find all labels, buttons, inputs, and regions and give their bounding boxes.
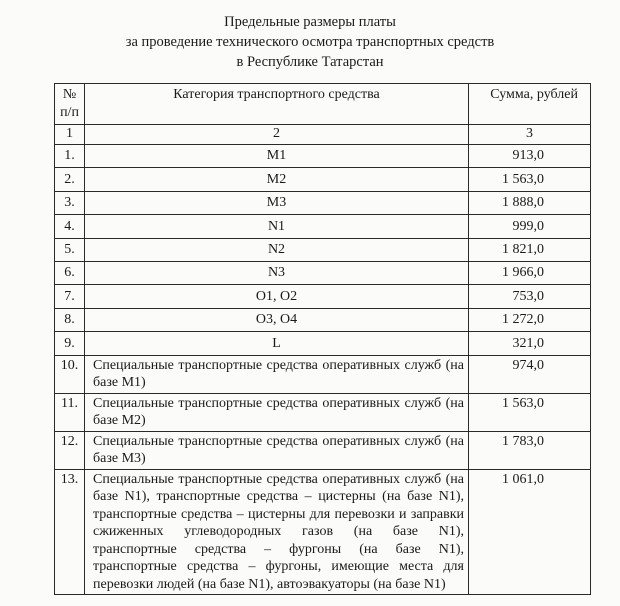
row-num: 7. — [55, 285, 85, 308]
header-num: № п/п — [55, 84, 85, 125]
row-num: 4. — [55, 215, 85, 238]
row-sum: 1 563,0 — [469, 168, 591, 191]
header-sum: Сумма, рублей — [469, 84, 591, 125]
title-line-2: за проведение технического осмотра транспортных средств — [125, 34, 495, 50]
row-sum: 1 061,0 — [469, 469, 591, 595]
table-row — [55, 355, 591, 393]
index-col-3: 3 — [469, 125, 591, 145]
row-num: 13. — [55, 469, 85, 595]
title-line-1: Предельные размеры платы — [224, 14, 396, 30]
row-num: 9. — [55, 332, 85, 355]
table-row — [55, 431, 591, 469]
row-category: N3 — [85, 261, 469, 284]
row-sum: 321,0 — [469, 332, 591, 355]
table-index-row — [55, 125, 591, 145]
table-row — [55, 469, 591, 595]
fee-table — [54, 83, 591, 595]
row-num: 8. — [55, 308, 85, 331]
table-row — [55, 215, 591, 238]
table-row — [55, 285, 591, 308]
row-num: 11. — [55, 393, 85, 431]
row-num: 1. — [55, 145, 85, 168]
document-title — [0, 12, 620, 72]
table-row — [55, 393, 591, 431]
row-sum: 1 783,0 — [469, 431, 591, 469]
row-category: N1 — [85, 215, 469, 238]
title-line-3: в Республике Татарстан — [236, 54, 384, 70]
row-num: 3. — [55, 191, 85, 214]
header-category: Категория транспортного средства — [85, 84, 469, 125]
row-sum: 1 821,0 — [469, 238, 591, 261]
table-row — [55, 308, 591, 331]
row-category: M3 — [85, 191, 469, 214]
row-sum: 1 563,0 — [469, 393, 591, 431]
row-sum: 1 966,0 — [469, 261, 591, 284]
row-category: M2 — [85, 168, 469, 191]
row-category: O1, O2 — [85, 285, 469, 308]
table-row — [55, 332, 591, 355]
table-row — [55, 145, 591, 168]
table-row — [55, 191, 591, 214]
row-num: 2. — [55, 168, 85, 191]
row-category: Специальные транспортные средства оперативных служб (на базе M1) — [85, 355, 469, 393]
row-num: 10. — [55, 355, 85, 393]
row-category: L — [85, 332, 469, 355]
index-col-2: 2 — [85, 125, 469, 145]
row-sum: 913,0 — [469, 145, 591, 168]
table-header-row — [55, 84, 591, 125]
row-category: M1 — [85, 145, 469, 168]
row-category: O3, O4 — [85, 308, 469, 331]
row-sum: 753,0 — [469, 285, 591, 308]
row-category: Специальные транспортные средства оперативных служб (на базе M2) — [85, 393, 469, 431]
row-sum: 1 888,0 — [469, 191, 591, 214]
table-row — [55, 168, 591, 191]
row-num: 5. — [55, 238, 85, 261]
row-num: 6. — [55, 261, 85, 284]
index-col-1: 1 — [55, 125, 85, 145]
row-sum: 1 272,0 — [469, 308, 591, 331]
row-category: Специальные транспортные средства оперативных служб (на базе M3) — [85, 431, 469, 469]
row-sum: 974,0 — [469, 355, 591, 393]
row-sum: 999,0 — [469, 215, 591, 238]
table-row — [55, 261, 591, 284]
row-category: N2 — [85, 238, 469, 261]
table-row — [55, 238, 591, 261]
row-num: 12. — [55, 431, 85, 469]
row-category: Специальные транспортные средства оперативных служб (на базе N1), транспортные средства – цистерны (на базе N1), транспортные средства – цистерны для перевозки и заправки сжиженных углеводородных газов (на базе N1), транспортные средства – фургоны (на базе N1), транспортные средства – фургоны, имеющие места для перевозки людей (на базе N1), автоэвакуаторы (на базе N1) — [85, 469, 469, 595]
